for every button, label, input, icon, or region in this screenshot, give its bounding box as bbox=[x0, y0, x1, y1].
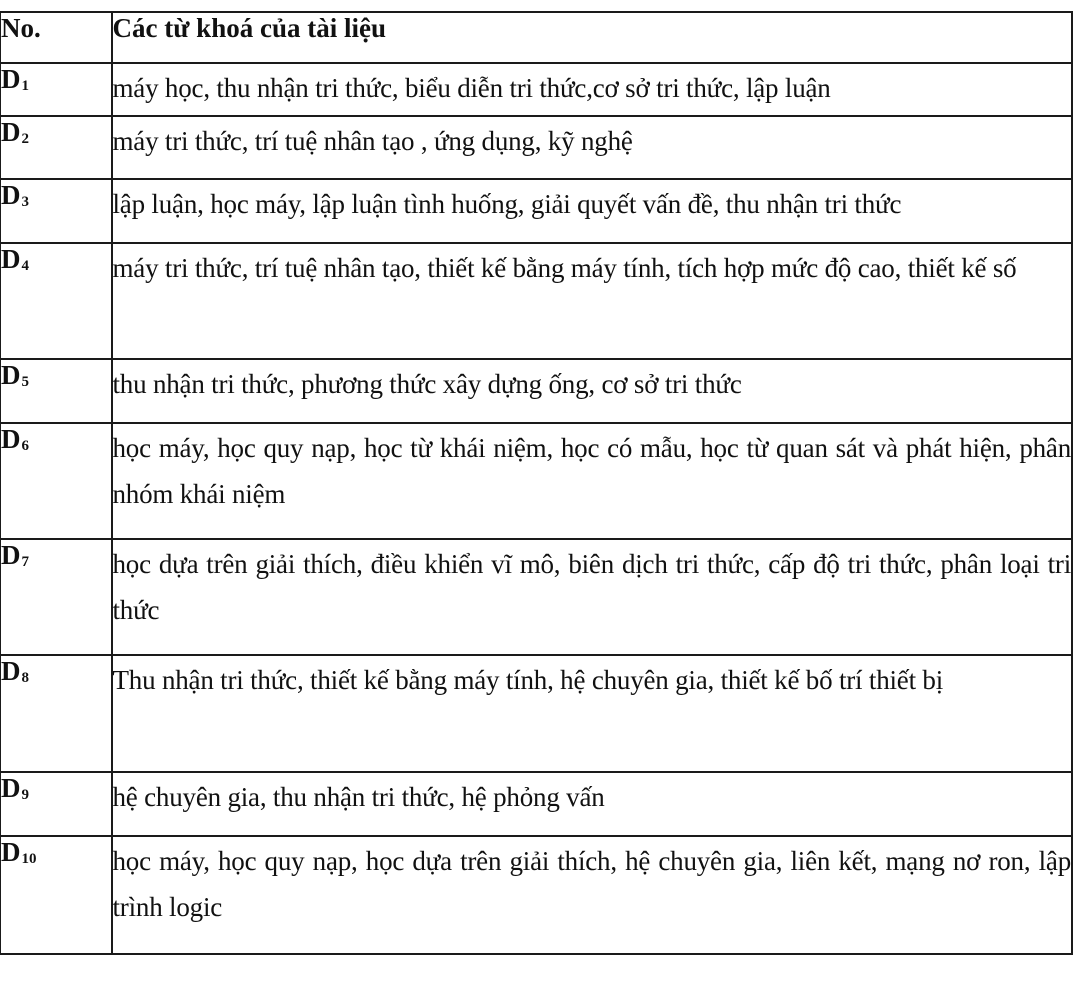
document-keywords bbox=[112, 63, 1073, 116]
document-keywords bbox=[112, 423, 1073, 539]
document-id bbox=[1, 655, 112, 772]
document-id-subscript: 3 bbox=[21, 194, 29, 210]
document-id-letter: D bbox=[1, 117, 21, 147]
document-id bbox=[1, 243, 112, 359]
document-id-letter: D bbox=[1, 540, 21, 570]
document-id-letter: D bbox=[1, 424, 21, 454]
keywords-text: Thu nhận tri thức, thiết kế bằng máy tính, hệ chuyên gia, thiết kế bố trí thiết bị bbox=[112, 665, 944, 695]
document-id-letter: D bbox=[1, 656, 21, 686]
document-id-subscript: 8 bbox=[21, 670, 29, 686]
keywords-text: lập luận, học máy, lập luận tình huống, giải quyết vấn đề, thu nhận tri thức bbox=[112, 189, 902, 219]
document-id bbox=[1, 836, 112, 954]
table-row bbox=[1, 836, 1073, 954]
table-row bbox=[1, 359, 1073, 423]
document-id-letter: D bbox=[1, 180, 21, 210]
document-id-letter: D bbox=[1, 244, 21, 274]
keywords-text: học máy, học quy nạp, học từ khái niệm, học có mẫu, học từ quan sát và phát hiện, phân nhóm khái niệm bbox=[112, 433, 1071, 509]
keywords-text: máy tri thức, trí tuệ nhân tạo , ứng dụng, kỹ nghệ bbox=[112, 126, 633, 156]
document-keywords bbox=[112, 116, 1073, 179]
keywords-text: học dựa trên giải thích, điều khiển vĩ mô, biên dịch tri thức, cấp độ tri thức, phân loại tri thức bbox=[112, 549, 1071, 625]
keywords-text: máy học, thu nhận tri thức, biểu diễn tri thức,cơ sở tri thức, lập luận bbox=[112, 73, 831, 103]
document-id bbox=[1, 772, 112, 836]
table-header-row bbox=[1, 12, 1073, 63]
document-id bbox=[1, 423, 112, 539]
document-id bbox=[1, 63, 112, 116]
table-row bbox=[1, 772, 1073, 836]
document-keywords bbox=[112, 359, 1073, 423]
table-row bbox=[1, 179, 1073, 243]
table-row bbox=[1, 539, 1073, 655]
column-header-no: No. bbox=[1, 12, 112, 63]
document-id-letter: D bbox=[1, 837, 21, 867]
document-keywords bbox=[112, 179, 1073, 243]
table-row bbox=[1, 655, 1073, 772]
document-id-subscript: 1 bbox=[21, 78, 29, 94]
document-keywords bbox=[112, 539, 1073, 655]
document-id-subscript: 6 bbox=[21, 438, 29, 454]
document-keywords bbox=[112, 243, 1073, 359]
keywords-text: thu nhận tri thức, phương thức xây dựng ống, cơ sở tri thức bbox=[112, 369, 742, 399]
document-id-letter: D bbox=[1, 360, 21, 390]
document-id-letter: D bbox=[1, 64, 21, 94]
document-keywords bbox=[112, 836, 1073, 954]
document-id bbox=[1, 359, 112, 423]
document-id-subscript: 4 bbox=[21, 258, 29, 274]
document-keywords-table bbox=[0, 11, 1073, 955]
table-row bbox=[1, 243, 1073, 359]
document-id-letter: D bbox=[1, 773, 21, 803]
document-id-subscript: 7 bbox=[21, 554, 29, 570]
document-id bbox=[1, 179, 112, 243]
table-row bbox=[1, 423, 1073, 539]
document-id-subscript: 2 bbox=[21, 131, 29, 147]
document-id-subscript: 9 bbox=[21, 787, 29, 803]
document-keywords bbox=[112, 655, 1073, 772]
document-id bbox=[1, 116, 112, 179]
keywords-text: học máy, học quy nạp, học dựa trên giải thích, hệ chuyên gia, liên kết, mạng nơ ron, lập trình logic bbox=[112, 846, 1071, 922]
document-id-subscript: 10 bbox=[21, 851, 37, 867]
table-row bbox=[1, 63, 1073, 116]
document-keywords bbox=[112, 772, 1073, 836]
document-id-subscript: 5 bbox=[21, 374, 29, 390]
keywords-text: máy tri thức, trí tuệ nhân tạo, thiết kế bằng máy tính, tích hợp mức độ cao, thiết kế số bbox=[112, 253, 1017, 283]
table-row bbox=[1, 116, 1073, 179]
keywords-text: hệ chuyên gia, thu nhận tri thức, hệ phỏng vấn bbox=[112, 782, 605, 812]
document-id bbox=[1, 539, 112, 655]
column-header-keywords: Các từ khoá của tài liệu bbox=[112, 12, 1073, 63]
